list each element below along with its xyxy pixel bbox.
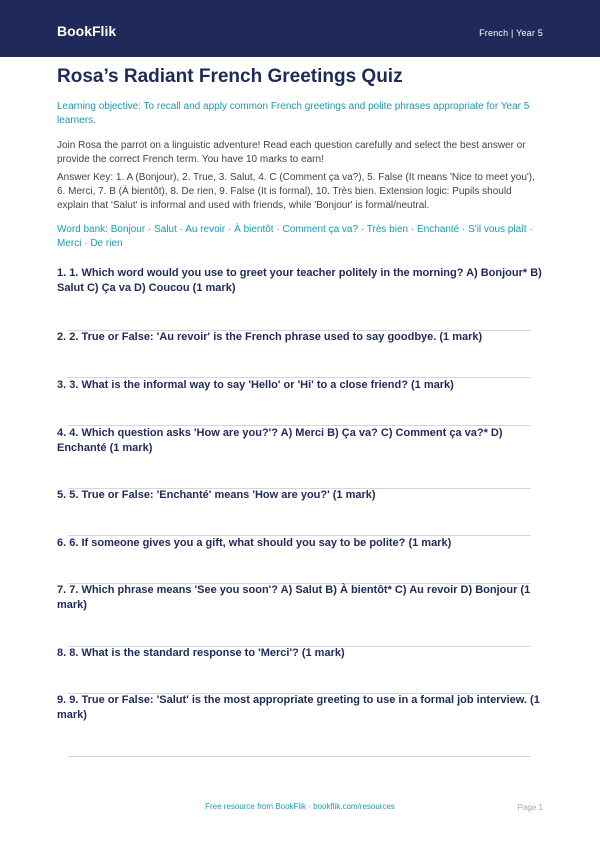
question-8: 8. 8. What is the standard response to 'Merci'? (1 mark) <box>57 647 345 659</box>
page-title: Rosa’s Radiant French Greetings Quiz <box>57 66 403 87</box>
page-number: Page 1 <box>517 803 543 812</box>
question-9: 9. 9. True or False: 'Salut' is the most appropriate greeting to use in a formal job interview. (1 mark) <box>57 694 540 721</box>
question-5: 5. 5. True or False: 'Enchanté' means 'How are you?' (1 mark) <box>57 489 376 501</box>
subject-level-label: French | Year 5 <box>479 28 543 38</box>
answer-line-9[interactable] <box>68 756 531 757</box>
answer-key: Answer Key: 1. A (Bonjour), 2. True, 3. Salut, 4. C (Comment ça va?), 5. False (It means 'Nice to meet you'), 6. Merci, 7. B (À bientôt), 8. De rien, 9. False (It is formal), 10. Très bien. Extension logic: Pupils should explain that 'Salut' is informal and used with friends, while 'Bonjour' is formal/neutral. <box>57 172 535 211</box>
question-2: 2. 2. True or False: 'Au revoir' is the French phrase used to say goodbye. (1 mark) <box>57 331 483 343</box>
intro-text: Join Rosa the parrot on a linguistic adventure! Read each question carefully and select the best answer or provide the correct French term. You have 10 marks to earn! <box>57 140 526 165</box>
header-bar <box>0 0 600 57</box>
question-6: 6. 6. If someone gives you a gift, what should you say to be polite? (1 mark) <box>57 537 452 549</box>
question-7: 7. 7. Which phrase means 'See you soon'? A) Salut B) À bientôt* C) Au revoir D) Bonjour (1 mark) <box>57 584 531 611</box>
brand-logo-text[interactable]: BookFlik <box>57 23 117 39</box>
learning-objective: Learning objective: To recall and apply common French greetings and polite phrases appropriate for Year 5 learners. <box>57 101 530 126</box>
footer-resource-link[interactable]: Free resource from BookFlik · bookflik.com/resources <box>205 802 395 811</box>
question-4: 4. 4. Which question asks 'How are you?'? A) Merci B) Ça va? C) Comment ça va?* D) Enchanté (1 mark) <box>57 427 503 454</box>
word-bank: Word bank: Bonjour · Salut · Au revoir · À bientôt · Comment ça va? · Très bien · Enchanté · S'il vous plaît · Merci · De rien <box>57 224 533 249</box>
question-3: 3. 3. What is the informal way to say 'Hello' or 'Hi' to a close friend? (1 mark) <box>57 379 454 391</box>
question-1: 1. 1. Which word would you use to greet your teacher politely in the morning? A) Bonjour* B) Salut C) Ça va D) Coucou (1 mark) <box>57 267 542 294</box>
